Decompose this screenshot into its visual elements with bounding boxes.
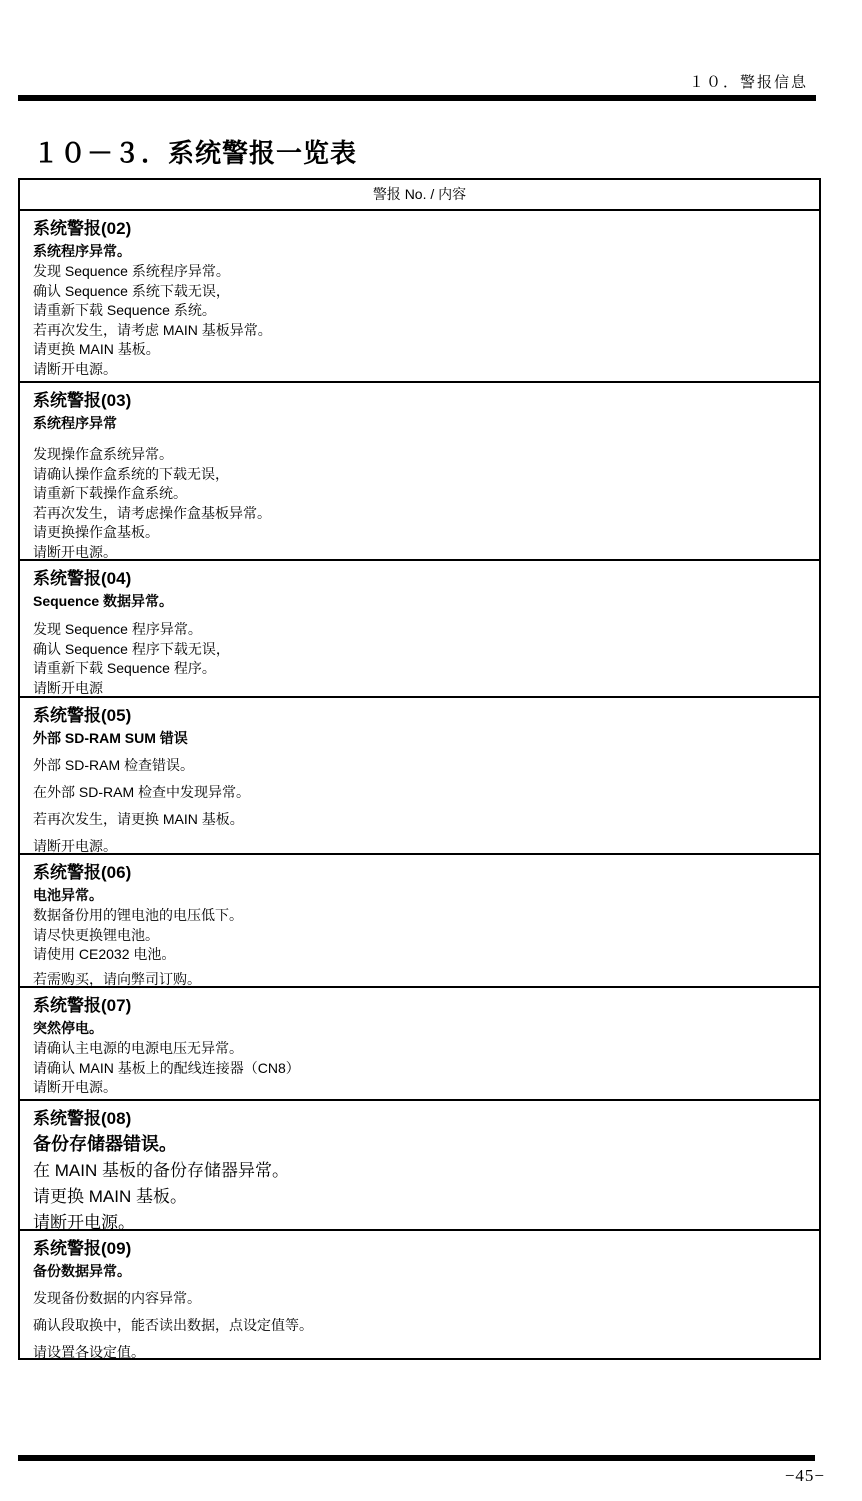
chapter-header: １０．警报信息 (688, 74, 808, 91)
alarm-section-08 (20, 1099, 819, 1232)
alarm-text-line: 发现 Sequence 系统程序异常。 (33, 263, 230, 279)
alarm-subtitle: 外部 SD-RAM SUM 错误 (33, 730, 188, 746)
alarm-section-09 (20, 1229, 819, 1358)
alarm-title: 系统警报(05) (33, 706, 132, 725)
alarm-section-02 (20, 209, 819, 381)
alarm-text-line: 若再次发生，请考虑操作盒基板异常。 (33, 504, 271, 521)
alarm-text-line: 发现备份数据的内容异常。 (33, 1290, 201, 1306)
alarm-title: 系统警报(03) (33, 391, 132, 410)
alarm-text-line: 确认段取换中，能否读出数据，点设定值等。 (33, 1317, 313, 1333)
alarm-text-line: 请断开电源。 (33, 360, 117, 377)
alarm-text-line: 请尽快更换锂电池。 (33, 926, 159, 943)
alarm-title: 系统警报(08) (33, 1109, 132, 1128)
alarm-subtitle: 备份存储器错误。 (33, 1134, 177, 1154)
page-number: −45− (784, 1466, 825, 1485)
alarm-section-04 (20, 559, 819, 696)
table-header: 警报 No. / 内容 (372, 186, 467, 202)
alarm-text-line: 在 MAIN 基板的备份存储器异常。 (33, 1161, 289, 1180)
alarm-text-line: 请更换 MAIN 基板。 (33, 341, 160, 357)
alarm-title: 系统警报(06) (33, 863, 132, 882)
alarm-text-line: 请更换 MAIN 基板。 (33, 1187, 187, 1206)
alarm-subtitle: 系统程序异常 (33, 415, 117, 431)
alarm-title: 系统警报(04) (33, 569, 132, 588)
alarm-subtitle: 突然停电。 (33, 1020, 103, 1036)
alarm-text-line: 若需购买，请向弊司订购。 (33, 970, 201, 987)
alarm-text-line: 请确认 MAIN 基板上的配线连接器（CN8） (33, 1059, 300, 1076)
alarm-table (18, 178, 821, 1360)
alarm-text-line: 请设置各设定值。 (33, 1344, 145, 1360)
alarm-text-line: 确认 Sequence 程序下载无误， (33, 640, 230, 657)
alarm-text-line: 请断开电源 (33, 679, 103, 696)
alarm-subtitle: 备份数据异常。 (33, 1263, 131, 1279)
alarm-text-line: 请断开电源。 (33, 543, 117, 560)
alarm-text-line: 若再次发生，请考虑 MAIN 基板异常。 (33, 321, 272, 338)
alarm-text-line: 请重新下载 Sequence 系统。 (33, 302, 216, 318)
alarm-text-line: 若再次发生，请更换 MAIN 基板。 (33, 811, 244, 827)
alarm-text-line: 请确认主电源的电源电压无异常。 (33, 1040, 243, 1056)
alarm-text-line: 请断开电源。 (33, 1079, 117, 1095)
alarm-text-line: 发现 Sequence 程序异常。 (33, 621, 202, 637)
alarm-section-03 (20, 381, 819, 559)
alarm-section-05 (20, 696, 819, 853)
alarm-title: 系统警报(02) (33, 219, 132, 238)
alarm-text-line: 请断开电源。 (33, 838, 117, 854)
alarm-subtitle: Sequence 数据异常。 (33, 593, 174, 609)
alarm-text-line: 请确认操作盒系统的下载无误， (33, 465, 229, 482)
alarm-text-line: 请使用 CE2032 电池。 (33, 946, 176, 962)
alarm-section-07 (20, 986, 819, 1099)
page-title: １０－３．系统警报一览表 (33, 138, 358, 168)
alarm-text-line: 请重新下载 Sequence 程序。 (33, 660, 216, 676)
alarm-section-06 (20, 853, 819, 986)
alarm-text-line: 外部 SD-RAM 检查错误。 (33, 757, 194, 773)
alarm-text-line: 请断开电源。 (33, 1213, 135, 1232)
alarm-title: 系统警报(07) (33, 996, 132, 1015)
alarm-text-line: 在外部 SD-RAM 检查中发现异常。 (33, 784, 250, 800)
header-rule (18, 95, 816, 101)
alarm-text-line: 确认 Sequence 系统下载无误， (33, 282, 230, 299)
alarm-text-line: 请更换操作盒基板。 (33, 524, 159, 540)
alarm-text-line: 数据备份用的锂电池的电压低下。 (33, 907, 243, 923)
alarm-title: 系统警报(09) (33, 1239, 132, 1258)
alarm-text-line: 请重新下载操作盒系统。 (33, 485, 187, 501)
alarm-subtitle: 电池异常。 (33, 887, 103, 903)
alarm-subtitle: 系统程序异常。 (33, 243, 131, 259)
alarm-text-line: 发现操作盒系统异常。 (33, 446, 173, 462)
footer-rule (18, 1455, 815, 1461)
